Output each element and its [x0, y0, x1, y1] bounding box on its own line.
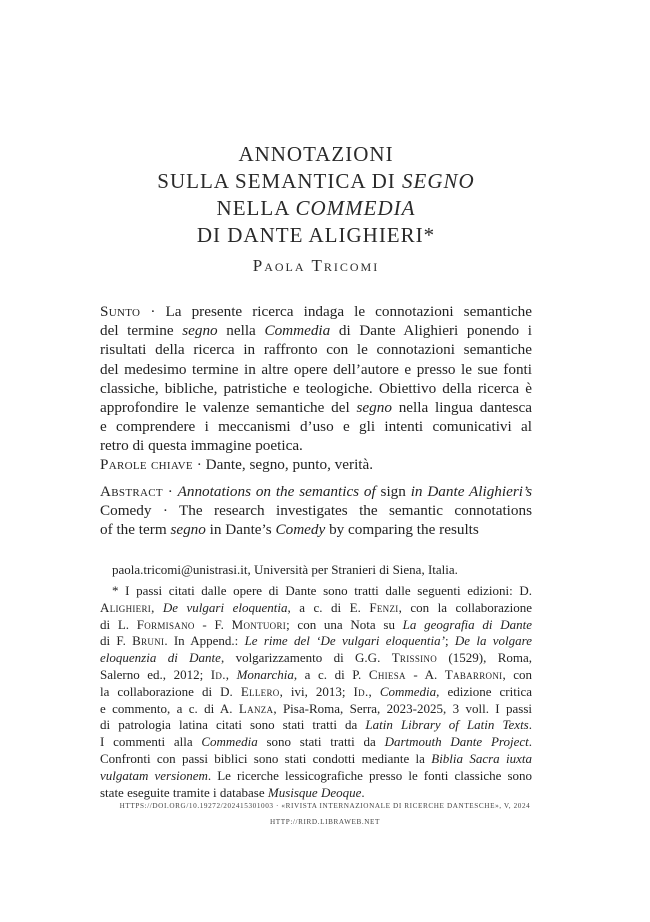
sunto-text: segno [182, 322, 218, 340]
abstract-text: in Dante’s [205, 521, 276, 539]
sunto-line [100, 321, 532, 340]
footnote-text: La geografia di Dante [402, 616, 532, 632]
footnote-text: sono stati tratti da [257, 734, 385, 750]
footnote-line [100, 768, 532, 785]
footnote-text: Lanza [238, 700, 274, 716]
article-title [100, 141, 532, 249]
abstract-text: Abstract [100, 483, 163, 500]
affiliation-note [100, 562, 532, 579]
sunto-text: del termine [100, 322, 183, 340]
footnote-text: Latin Library of Latin Texts [365, 717, 529, 733]
abstract-paragraph [100, 482, 532, 540]
sunto-line [100, 436, 532, 455]
footnote-text: la collaborazione di D. [100, 683, 241, 699]
footnote-line [100, 684, 532, 701]
footnote-text: di patrologia latina citati sono stati tratti da [100, 717, 366, 733]
footnote [100, 583, 532, 801]
footnote-line [100, 785, 532, 802]
abstract-line [100, 482, 532, 501]
title-line-4: DI DANTE ALIGHIERI* [196, 223, 436, 247]
footnote-line [100, 734, 532, 751]
footnote-text: di F. [100, 633, 133, 649]
footnote-text: e commento, a c. di A. [100, 700, 239, 716]
footnote-text: state eseguite tramite i database [100, 784, 268, 800]
abstract-text: by comparing the results [325, 521, 479, 539]
sunto-text: Commedia [264, 322, 331, 340]
footnote-text: , edizione critica [436, 683, 532, 699]
footnote-text: Alighieri [100, 599, 152, 615]
sunto-text: e comprendere i meccanismi d’uso e gli intenti comunicativi al [100, 418, 532, 436]
abstract-text: sign [375, 483, 411, 500]
keywords-label: Parole chiave [100, 456, 193, 473]
footnote-text: vulgatam versionem [100, 767, 208, 783]
title-line-3-italic: COMMEDIA [295, 196, 416, 220]
footnote-text: , con [502, 666, 533, 682]
sunto-line [100, 398, 532, 417]
footnote-text: Chiesa [368, 666, 406, 682]
author-name: Paola Tricomi [252, 256, 380, 275]
footnote-text: Trissino [391, 650, 438, 666]
keywords-line [100, 455, 532, 474]
footnote-text: De la volgare [454, 633, 532, 649]
footnote-text: ; [445, 633, 455, 649]
abstract-text: Annotations on the semantics of [177, 483, 376, 500]
sunto-text: risultati della ricerca in raffronto con le connotazioni semantiche [100, 341, 532, 359]
keywords-paragraph [100, 455, 532, 474]
footnote-text: Id. [210, 666, 226, 682]
sunto-text: Sunto [100, 303, 141, 320]
footnote-text: , a c. di E. [287, 599, 370, 615]
footnote-text: di L. [100, 616, 137, 632]
sunto-text: approfondire le valenze semantiche del [100, 399, 357, 417]
sunto-text: nella lingua dantesca [391, 399, 532, 417]
abstract-line [100, 520, 532, 539]
footnote-text: , [225, 666, 237, 682]
footnote-text: . [528, 717, 532, 733]
footnote-text: , Pisa-Roma, Serra, 2023-2025, 3 voll. I passi [273, 700, 532, 716]
footnote-line [100, 701, 532, 718]
footnote-text: . [361, 784, 365, 800]
footnote-text: Monarchia [236, 666, 294, 682]
sunto-line [100, 302, 532, 321]
footnote-line [100, 751, 532, 768]
footnote-text: Commedia [379, 683, 437, 699]
abstract-line [100, 501, 532, 520]
footnote-line [100, 717, 532, 734]
affiliation-text: paola.tricomi@unistrasi.it, Università per Stranieri di Siena, Italia. [112, 562, 458, 577]
abstract-text: · [162, 483, 178, 500]
footnote-text: (1529), Roma, [437, 650, 532, 666]
title-line-2-italic: SEGNO [402, 169, 475, 193]
sunto-paragraph [100, 302, 532, 456]
footnote-text: . In Append.: [164, 633, 245, 649]
footnote-line [100, 633, 532, 650]
title-line-1: ANNOTAZIONI [238, 142, 394, 166]
footnote-text: Fenzi [369, 599, 399, 615]
footer-doi: HTTPS://DOI.ORG/10.19272/202415301003 · «RIVISTA INTERNAZIONALE DI RICERCHE DANTESCHE», V, 2024 [119, 802, 531, 810]
footnote-text: Id. [353, 683, 369, 699]
abstract-text: Comedy · The research investigates the semantic connotations [100, 502, 532, 520]
footnote-text: I commenti alla [100, 734, 202, 750]
footnote-text: Le rime del ‘De vulgari eloquentia’ [244, 633, 445, 649]
footnote-text: Salerno ed., 2012; [100, 666, 211, 682]
footnote-text: Tabarroni [444, 666, 503, 682]
title-line-3 [100, 195, 532, 222]
footnote-text: Musisque Deoque [267, 784, 362, 800]
footnote-text: Ellero [240, 683, 280, 699]
title-line-3-text: NELLA [216, 196, 296, 220]
abstract-text: of the term [100, 521, 171, 539]
sunto-line [100, 379, 532, 398]
sunto-text: di Dante Alighieri ponendo i [330, 322, 533, 340]
footnote-text: eloquenzia di Dante [100, 650, 221, 666]
sunto-text: del medesimo termine in altre opere dell’autore e presso le sue fonti [100, 360, 532, 378]
title-line-2 [100, 168, 532, 195]
footnote-text: , [368, 683, 380, 699]
footnote-text: Biblia Sacra iuxta [431, 750, 532, 766]
footnote-text: , a c. di P. [293, 666, 369, 682]
footnote-text: - F. [194, 616, 232, 632]
footnote-text: ; con una Nota su [286, 616, 403, 632]
keywords-text: · Dante, segno, punto, verità. [192, 456, 374, 473]
sunto-line [100, 360, 532, 379]
footnote-text: , [151, 599, 163, 615]
footer-url: HTTP://RIRD.LIBRAWEB.NET [269, 818, 381, 826]
sunto-text: retro di questa immagine poetica. [100, 437, 303, 455]
footnote-text: Formisano [136, 616, 195, 632]
footnote-line [100, 650, 532, 667]
footnote-text: - A. [405, 666, 445, 682]
footnote-line [100, 583, 532, 600]
footnote-text: De vulgari eloquentia [162, 599, 288, 615]
sunto-text: classiche, bibliche, patristiche e teologiche. Obiettivo della ricerca è [100, 379, 532, 397]
footnote-text: * I passi citati dalle opere di Dante sono tratti dalle seguenti edizioni: D. [112, 583, 532, 598]
abstract-text: Comedy [275, 521, 326, 539]
footnote-text: . [528, 734, 532, 750]
footnote-text: . Le ricerche lessicografiche presso le fonti classiche sono [207, 767, 533, 783]
footnote-text: Dartmouth Dante Project [384, 734, 529, 750]
title-line-2-text: SULLA SEMANTICA DI [157, 169, 403, 193]
footnote-text: Bruni [132, 633, 165, 649]
footnote-text: , ivi, 2013; [279, 683, 354, 699]
sunto-text: · La presente ricerca indaga le connotazioni semantiche [140, 303, 532, 320]
footnote-text: Confronti con passi biblici sono stati condotti mediante la [100, 750, 432, 766]
footnote-line [100, 667, 532, 684]
footnote-line [100, 617, 532, 634]
abstract-text: in Dante Alighieri’s [410, 483, 532, 500]
footnote-text: , volgarizzamento di G.G. [220, 650, 392, 666]
sunto-line [100, 340, 532, 359]
footnote-line [100, 600, 532, 617]
abstract-text: segno [170, 521, 206, 539]
footnote-text: Commedia [201, 734, 258, 750]
footnote-text: , con la collaborazione [398, 599, 533, 615]
footnote-text: Montuori [231, 616, 287, 632]
sunto-text: segno [356, 399, 392, 417]
sunto-line [100, 417, 532, 436]
sunto-text: nella [217, 322, 265, 340]
